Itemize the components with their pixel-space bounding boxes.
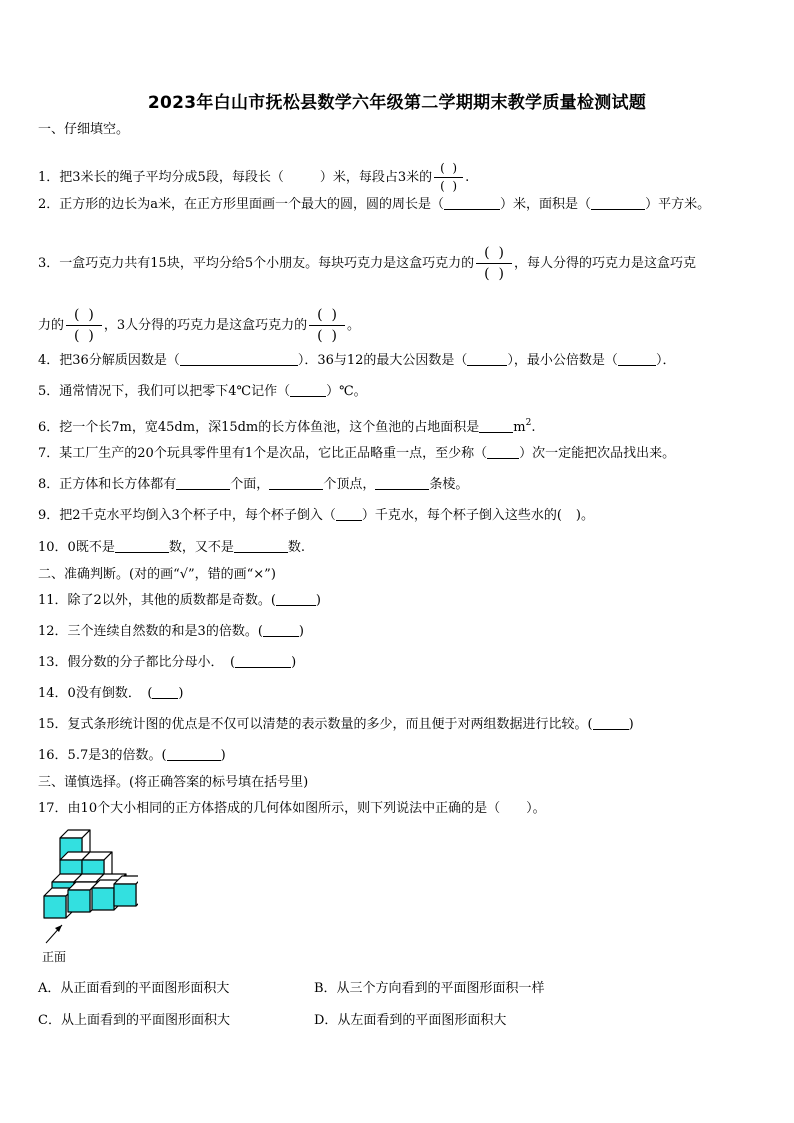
arrow-icon	[46, 925, 62, 943]
question-7: 7．某工厂生产的20个玩具零件里有1个是次品，它比正品略重一点，至少称（ ）次一定能把次品找出来。	[38, 446, 676, 461]
fraction-blank[interactable]: $\frac{( )}{( )}$	[434, 162, 463, 193]
question-number: 7．	[38, 446, 60, 461]
question-2: 2．正方形的边长为a米，在正方形里面画一个最大的圆，圆的周长是（ ）米，面积是（ ）平方米。	[38, 197, 711, 212]
question-number: 10．	[38, 540, 68, 555]
question-number: 9．	[38, 508, 60, 523]
question-17: 17．由10个大小相同的正方体搭成的几何体如图所示，则下列说法中正确的是（ ）。	[38, 801, 546, 816]
answer-blank[interactable]	[269, 477, 323, 490]
question-6: 6．挖一个长7m，宽45dm，深15dm的长方体鱼池，这个鱼池的占地面积是 $m^2$.	[38, 418, 536, 435]
question-number: 14．	[38, 686, 68, 701]
question-number: 12．	[38, 624, 68, 639]
option-a[interactable]: A．从正面看到的平面图形面积大	[38, 981, 230, 996]
question-number: 3．	[38, 256, 60, 271]
question-11: 11．除了2以外，其他的质数都是奇数。( )	[38, 593, 321, 608]
question-3-line-1: 3．一盒巧克力共有15块，平均分给5个小朋友。每块巧克力是这盒巧克力的 $\frac{( )}{( )}$ ，每人分得的巧克力是这盒巧克	[38, 245, 696, 282]
answer-blank[interactable]	[180, 353, 298, 366]
answer-blank[interactable]	[276, 593, 316, 606]
section-2-heading: 二、准确判断。(对的画“√”，错的画“×”)	[38, 567, 276, 582]
question-number: 4．	[38, 353, 60, 368]
answer-blank[interactable]	[176, 477, 230, 490]
question-number: 16．	[38, 748, 68, 763]
question-16: 16．5.7是3的倍数。( )	[38, 748, 226, 763]
question-number: 15．	[38, 717, 68, 732]
answer-blank[interactable]	[336, 508, 362, 521]
option-d[interactable]: D．从左面看到的平面图形面积大	[314, 1013, 507, 1028]
question-15: 15．复式条形统计图的优点是不仅可以清楚的表示数量的多少，而且便于对两组数据进行比较。( )	[38, 717, 634, 732]
answer-blank[interactable]	[235, 655, 291, 668]
figure-label-front: 正面	[42, 950, 67, 964]
answer-blank[interactable]	[467, 353, 507, 366]
question-10: 10．0既不是 数，又不是 数.	[38, 540, 305, 555]
answer-blank[interactable]	[263, 624, 299, 637]
answer-blank[interactable]	[167, 748, 221, 761]
question-number: 6．	[38, 420, 60, 435]
answer-blank[interactable]	[479, 420, 513, 433]
answer-blank[interactable]	[618, 353, 656, 366]
answer-blank[interactable]	[444, 197, 500, 210]
question-12: 12．三个连续自然数的和是3的倍数。( )	[38, 624, 304, 639]
question-number: 11．	[38, 593, 68, 608]
option-b[interactable]: B．从三个方向看到的平面图形面积一样	[314, 981, 545, 996]
option-c[interactable]: C．从上面看到的平面图形面积大	[38, 1013, 230, 1028]
cube-stack-figure	[38, 826, 138, 966]
answer-blank[interactable]	[234, 540, 288, 553]
question-13: 13．假分数的分子都比分母小． ( )	[38, 655, 297, 670]
page-title: 2023年白山市抚松县数学六年级第二学期期末教学质量检测试题	[147, 93, 647, 113]
question-4: 4．把36分解质因数是（ ）．36与12的最大公因数是（ ），最小公倍数是（ ）．	[38, 353, 676, 368]
question-9: 9．把2千克水平均倒入3个杯子中，每个杯子倒入（ ）千克水，每个杯子倒入这些水的( )。	[38, 508, 594, 523]
question-14: 14．0没有倒数． ( )	[38, 686, 184, 701]
question-number: 8．	[38, 477, 60, 492]
question-number: 2．	[38, 197, 60, 212]
answer-blank[interactable]	[115, 540, 169, 553]
answer-blank[interactable]	[152, 686, 178, 699]
question-number: 1．	[38, 170, 60, 185]
fraction-blank[interactable]: $\frac{( )}{( )}$	[309, 307, 345, 344]
question-1: 1．把3米长的绳子平均分成5段，每段长（ ）米，每段占3米的 $\frac{( )}{( )}$ .	[38, 161, 470, 193]
fraction-blank[interactable]: $\frac{( )}{( )}$	[66, 307, 102, 344]
question-number: 5．	[38, 384, 60, 399]
question-5: 5．通常情况下，我们可以把零下4℃记作（ ）℃。	[38, 384, 367, 399]
answer-blank[interactable]	[290, 384, 326, 397]
question-number: 13．	[38, 655, 68, 670]
question-3-line-2: 力的 $\frac{( )}{( )}$ ，3人分得的巧克力是这盒巧克力的 $\frac{( )}{( )}$ 。	[38, 307, 360, 344]
answer-blank[interactable]	[375, 477, 429, 490]
question-8: 8．正方体和长方体都有 个面， 个顶点， 条棱。	[38, 477, 469, 492]
question-number: 17．	[38, 801, 68, 816]
answer-blank[interactable]	[593, 717, 629, 730]
section-1-heading: 一、仔细填空。	[38, 122, 130, 137]
section-3-heading: 三、谨慎选择。(将正确答案的标号填在括号里)	[38, 775, 309, 790]
answer-blank[interactable]	[487, 446, 519, 459]
answer-blank[interactable]	[591, 197, 645, 210]
fraction-blank[interactable]: $\frac{( )}{( )}$	[476, 245, 512, 282]
